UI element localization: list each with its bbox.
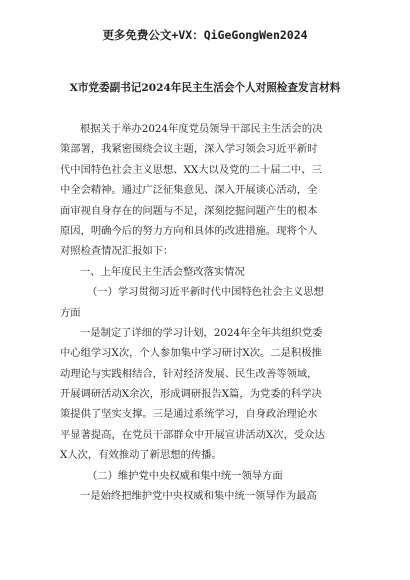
- paragraph-line: 中全会精神。通过广泛征集意见、深入开展谈心活动，全: [60, 184, 318, 197]
- paragraph-line: 动理论与实践相结合，针对经济发展、民生改善等领域，: [60, 367, 318, 380]
- paragraph-line: 对照检查情况汇报如下：: [60, 245, 174, 258]
- paragraph-line: 根据关于举办2024年度党员领导干部民主生活会的决: [80, 123, 323, 135]
- paragraph-line: X人次，有效推动了新思想的传播。: [60, 449, 222, 462]
- document-title: X市党委副书记2024年民主生活会个人对照检查发言材料: [69, 82, 341, 94]
- paragraph-line: 开展调研活动X余次，形成调研报告X篇，为党委的科学决: [60, 388, 322, 401]
- subsection-heading: （二）维护党中央权威和集中统一领导方面: [87, 469, 283, 482]
- paragraph-line: 中心组学习X次，个人参加集中学习研讨X次。二是积极推: [60, 347, 322, 360]
- subsection-heading-continued: 方面: [60, 306, 81, 319]
- paragraph-line: 策提供了坚实支撑。三是通过系统学习，自身政治理论水: [60, 408, 318, 421]
- watermark-header: 更多免费公文+VX：QiGeGongWen2024: [102, 28, 308, 42]
- subsection-heading: （一）学习贯彻习近平新时代中国特色社会主义思想: [87, 286, 324, 299]
- paragraph-line: 原因，明确今后的努力方向和具体的改进措施。现将个人: [60, 224, 318, 237]
- paragraph-line: 面审视自身存在的问题与不足，深刻挖掘问题产生的根本: [60, 204, 318, 217]
- paragraph-line: 代中国特色社会主义思想、XX大以及党的二十届二中、三: [60, 163, 322, 176]
- paragraph-line: 策部署，我紧密围绕会议主题，深入学习领会习近平新时: [60, 143, 318, 156]
- paragraph-line: 平显著提高，在党员干部群众中开展宣讲活动X次，受众达: [60, 428, 325, 441]
- paragraph-line: 一是始终把维护党中央权威和集中统一领导作为最高: [80, 490, 317, 503]
- paragraph-line: 一是制定了详细的学习计划，2024年全年共组织党委: [80, 326, 323, 339]
- section-heading: 一、上年度民主生活会整改落实情况: [80, 265, 245, 278]
- document-body: [60, 119, 352, 506]
